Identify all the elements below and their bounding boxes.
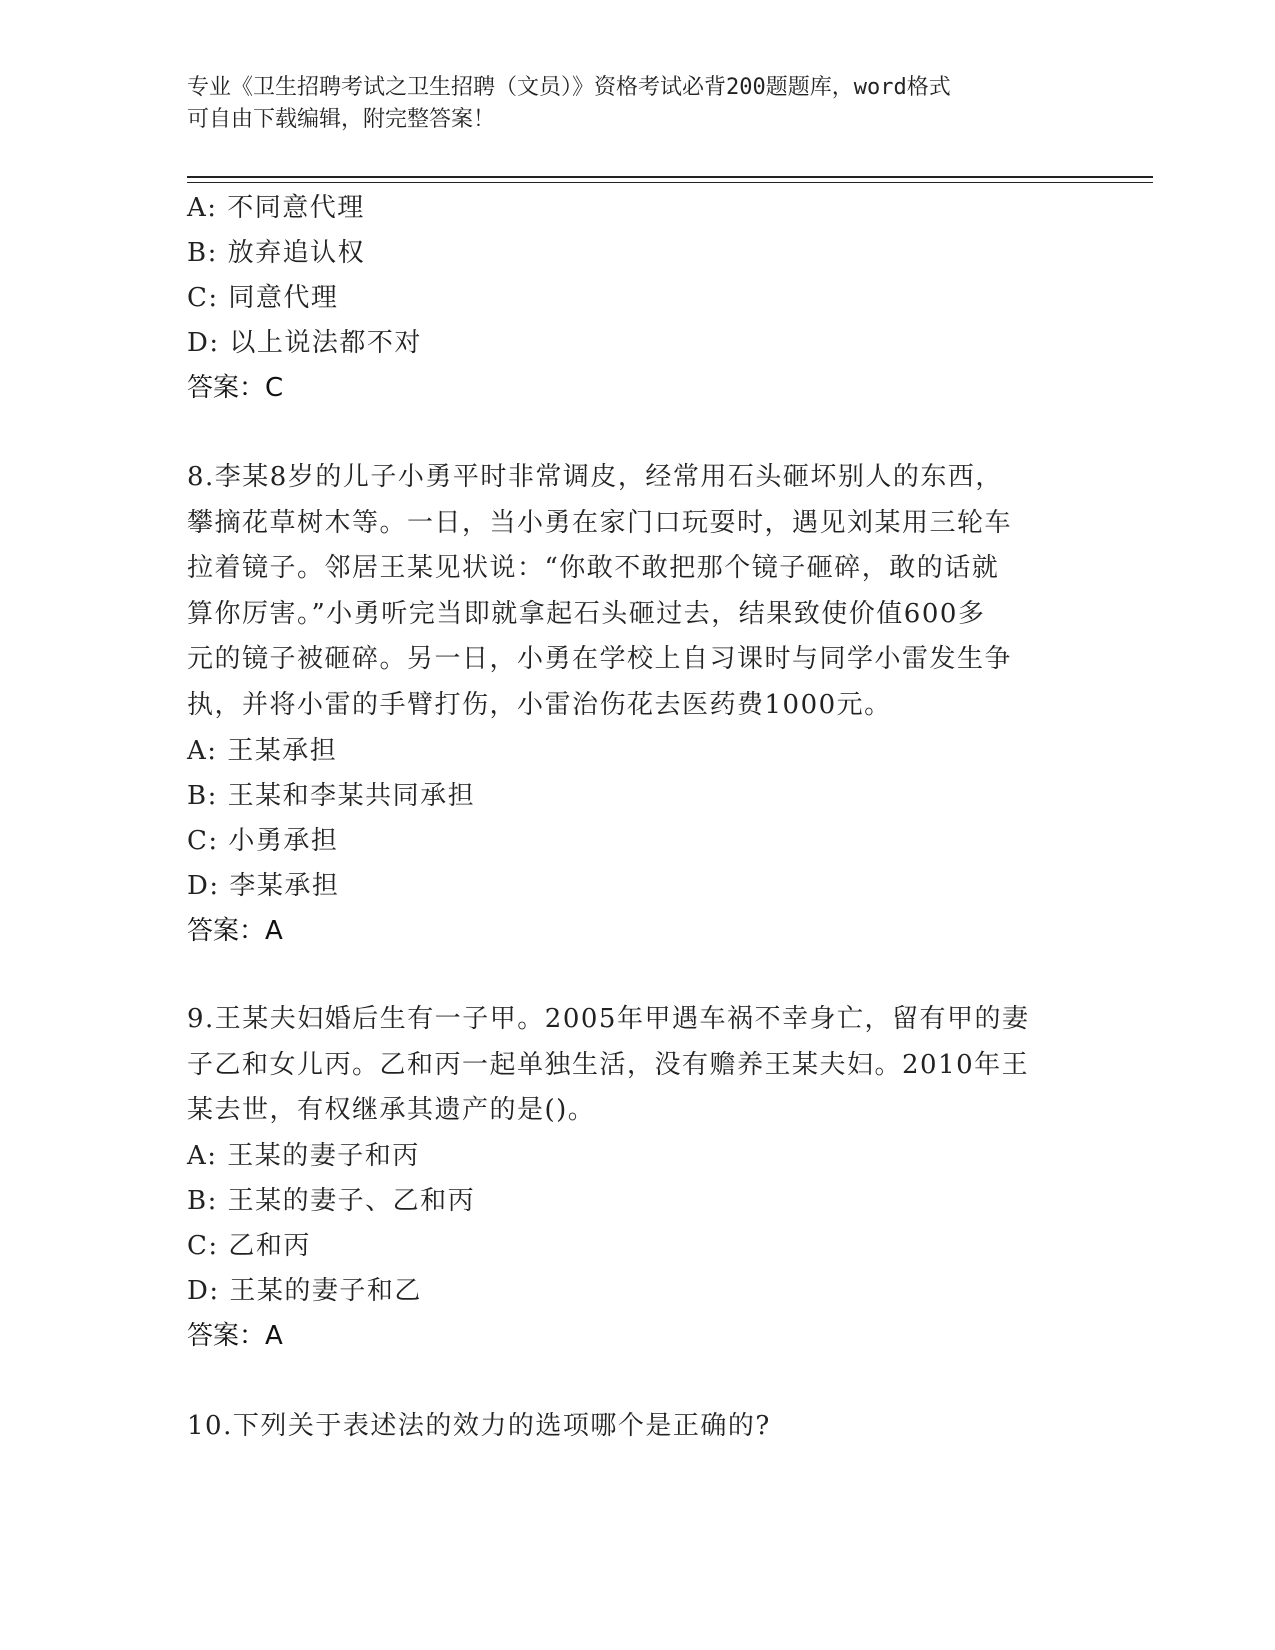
q9-stem-line: 子乙和女儿丙。乙和丙一起单独生活，没有赡养王某夫妇。2010年王 xyxy=(187,1049,1030,1080)
q7-answer: 答案：C xyxy=(187,373,284,403)
q9-option-b: B: 王某的妻子、乙和丙 xyxy=(187,1186,476,1216)
q9-stem-line: 某去世，有权继承其遗产的是()。 xyxy=(187,1095,596,1126)
q9-option-a: A: 王某的妻子和丙 xyxy=(187,1141,420,1171)
header-title-line-2: 可自由下载编辑，附完整答案！ xyxy=(187,107,496,132)
q7-option-c: C: 同意代理 xyxy=(187,283,339,313)
q9-stem-line: 9.王某夫妇婚后生有一子甲。2005年甲遇车祸不幸身亡，留有甲的妻 xyxy=(187,1004,1030,1034)
q8-option-b: B: 王某和李某共同承担 xyxy=(187,781,476,811)
q8-stem-line: 攀摘花草树木等。一日，当小勇在家门口玩耍时，遇见刘某用三轮车 xyxy=(187,507,1013,538)
q10-stem: 10.下列关于表述法的效力的选项哪个是正确的? xyxy=(187,1411,771,1441)
q7-option-b: B: 放弃追认权 xyxy=(187,238,366,268)
q8-stem-line: 8.李某8岁的儿子小勇平时非常调皮，经常用石头砸坏别人的东西， xyxy=(187,462,1003,492)
q8-stem-line: 执，并将小雷的手臂打伤，小雷治伤花去医药费1000元。 xyxy=(187,689,892,720)
header-divider-thick xyxy=(187,176,1153,178)
header-divider-thin xyxy=(187,182,1153,183)
q9-option-c: C: 乙和丙 xyxy=(187,1231,311,1261)
q9-option-d: D: 王某的妻子和乙 xyxy=(187,1276,422,1306)
q8-option-d: D: 李某承担 xyxy=(187,871,340,901)
q8-option-a: A: 王某承担 xyxy=(187,736,338,766)
q8-stem xyxy=(187,455,1067,729)
q8-answer: 答案：A xyxy=(187,916,283,946)
q7-option-d: D: 以上说法都不对 xyxy=(187,328,422,358)
q8-stem-line: 拉着镜子。邻居王某见状说：“你敢不敢把那个镜子砸碎，敢的话就 xyxy=(187,553,1000,584)
q8-stem-line: 元的镜子被砸碎。另一日，小勇在学校上自习课时与同学小雷发生争 xyxy=(187,644,1013,675)
header-title-line-1: 专业《卫生招聘考试之卫生招聘（文员）》资格考试必背200题题库，word格式 xyxy=(187,75,951,100)
q8-stem-line: 算你厉害。”小勇听完当即就拿起石头砸过去，结果致使价值600多 xyxy=(187,598,986,629)
q7-option-a: A: 不同意代理 xyxy=(187,193,365,223)
q8-option-c: C: 小勇承担 xyxy=(187,826,339,856)
document-header xyxy=(187,72,1067,136)
q9-answer: 答案：A xyxy=(187,1321,283,1351)
q9-stem xyxy=(187,997,1067,1134)
